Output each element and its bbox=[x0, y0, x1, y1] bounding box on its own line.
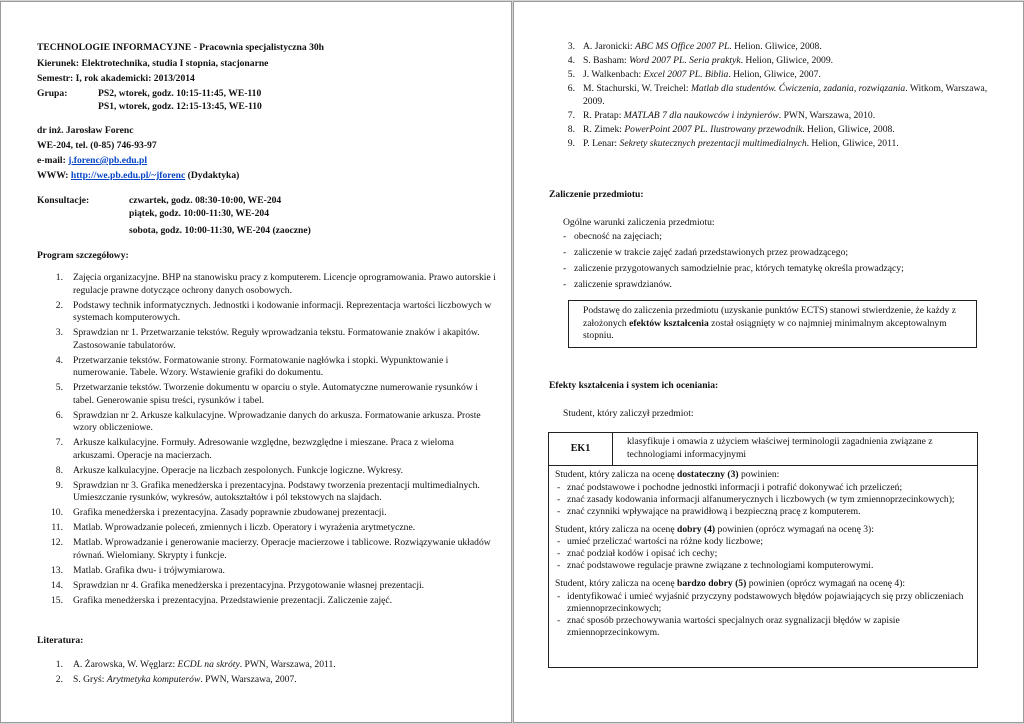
group-2: PS1, wtorek, godz. 12:15-13:45, WE-110 bbox=[98, 101, 262, 112]
passing-title: Zaliczenie przedmiotu: bbox=[549, 189, 644, 200]
list-item: 1. A. Żarowska, W. Węglarz: ECDL na skróty. PWN, Warszawa, 2011. bbox=[55, 659, 336, 670]
list-item: 4. S. Basham: Word 2007 PL. Seria praktyk. Helion, Gliwice, 2009. bbox=[567, 55, 834, 66]
list-item: 7. Arkusze kalkulacyjne. Formuły. Adresowanie względne, bezwzględne i mieszane. Praca z wieloma arkuszami. Operacje na macierzach. bbox=[55, 437, 454, 461]
consultation-slot: czwartek, godz. 08:30-10:00, WE-204 bbox=[129, 195, 282, 206]
list-item: 2. S. Gryś: Arytmetyka komputerów. PWN, Warszawa, 2007. bbox=[55, 674, 297, 685]
email-link[interactable]: j.forenc@pb.edu.pl bbox=[68, 155, 148, 166]
list-item: - znać podstawowe i pochodne jednostki informacji i potrafić dokonywać ich przeliczeń; bbox=[555, 482, 971, 494]
list-item: 15. Grafika menedżerska i prezentacyjna. Przedstawienie prezentacji. Zaliczenie zajęć. bbox=[51, 594, 393, 606]
consultations-label: Konsultacje: bbox=[37, 195, 90, 206]
list-item: 8. R. Zimek: PowerPoint 2007 PL. Ilustrowany przewodnik. Helion, Gliwice, 2008. bbox=[567, 123, 895, 135]
list-item: 8. Arkusze kalkulacyjne. Operacje na liczbach zespolonych. Funkcje logiczne. Wykresy. bbox=[55, 464, 404, 476]
list-item: 5. J. Walkenbach: Excel 2007 PL. Biblia. Helion, Gliwice, 2007. bbox=[567, 69, 821, 80]
list-item: - identyfikować i umieć wyjaśnić przyczyny podstawowych błędów pojawiających się przy obliczeniach zmiennoprzecinkowych; bbox=[555, 591, 971, 615]
list-item: - znać podstawowe regulacje prawne związane z technologiami komputerowymi. bbox=[555, 560, 971, 572]
program-title: Program szczegółowy: bbox=[37, 250, 129, 261]
grade-heading: Student, który zalicza na ocenę bardzo dobry (5) powinien (oprócz wymagań na ocenę 4): bbox=[555, 578, 906, 589]
course-title: TECHNOLOGIE INFORMACYJNE - Pracownia specjalistyczna 30h bbox=[37, 42, 325, 53]
outcomes-intro: Student, który zaliczył przedmiot: bbox=[563, 408, 694, 419]
list-item: 6. Sprawdzian nr 2. Arkusze kalkulacyjne. Wprowadzanie danych do arkusza. Formatowanie arkusza. Proste wzory obliczeniowe. bbox=[55, 409, 481, 433]
grade-list bbox=[555, 536, 971, 572]
list-item: 6. M. Stachurski, W. Treichel: Matlab dla studentów. Ćwiczenia, zadania, rozwiązania. Witkom, Warszawa, 2009. bbox=[567, 83, 988, 107]
lecturer-room: WE-204, tel. (0-85) 746-93-97 bbox=[37, 140, 157, 151]
list-item: - znać sposób przechowywania wartości specjalnych oraz sygnalizacji błędów w zapisie zmiennoprzecinkowym. bbox=[555, 615, 971, 639]
passing-box: Podstawę do zaliczenia przedmiotu (uzyskanie punktów ECTS) stanowi stwierdzenie, że każdy z założonych efektów kształcenia został osiągnięty w co najmniej minimalnym akceptowalnym stopniu. bbox=[568, 300, 977, 348]
consultation-slot: piątek, godz. 10:00-11:30, WE-204 bbox=[129, 208, 269, 219]
email-label: e-mail: bbox=[37, 155, 66, 166]
email-row bbox=[37, 154, 147, 167]
ek-code: EK1 bbox=[549, 433, 613, 465]
left-page bbox=[0, 1, 512, 723]
www-link[interactable]: http://we.pb.edu.pl/~jforenc bbox=[70, 170, 186, 181]
passing-intro: Ogólne warunki zaliczenia przedmiotu: bbox=[563, 217, 715, 228]
list-item: 10. Grafika menedżerska i prezentacyjna. Zasady poprawnie zbudowanej prezentacji. bbox=[51, 507, 387, 518]
list-item: - znać czynniki wpływające na prawidłową i bezpieczną pracę z komputerem. bbox=[555, 506, 971, 518]
www-row bbox=[37, 169, 239, 182]
grade-list bbox=[555, 591, 971, 639]
right-page bbox=[513, 1, 1024, 723]
list-item: - zaliczenie sprawdzianów. bbox=[560, 278, 980, 291]
list-item: 7. R. Pratap: MATLAB 7 dla naukowców i inżynierów. PWN, Warszawa, 2010. bbox=[567, 109, 876, 121]
grades-box bbox=[548, 465, 978, 668]
list-item: 3. A. Jaronicki: ABC MS Office 2007 PL. Helion. Gliwice, 2008. bbox=[567, 41, 822, 52]
list-item: 13. Matlab. Grafika dwu- i trójwymiarowa. bbox=[51, 564, 225, 576]
list-item: 4. Przetwarzanie tekstów. Formatowanie strony. Formatowanie nagłówka i stopki. Wypunktowanie i numerowanie. Tabele. Wzory. Wstawienie grafiki do dokumentu. bbox=[55, 354, 449, 378]
list-item: - zaliczenie przygotowanych samodzielnie prac, których tematykę określa prowadzący; bbox=[560, 262, 980, 275]
list-item: 9. P. Lenar: Sekrety skutecznych prezentacji multimedialnych. Helion, Gliwice, 2011. bbox=[567, 137, 899, 149]
www-note: (Dydaktyka) bbox=[187, 170, 240, 181]
list-item: - zaliczenie w trakcie zajęć zadań przedstawionych przez prowadzącego; bbox=[560, 246, 980, 259]
list-item: 5. Przetwarzanie tekstów. Tworzenie dokumentu w oparciu o style. Automatyczne numerowanie rysunków i tabel. Generowanie spisu treści, rysunków i tabel. bbox=[55, 382, 478, 406]
list-item: 11. Matlab. Wprowadzanie poleceń, zmiennych i liczb. Operatory i wyrażenia arytmetyczne. bbox=[51, 522, 416, 533]
list-item: 9. Sprawdzian nr 3. Grafika menedżerska i prezentacyjna. Podstawy tworzenia prezentacji multimedialnych. Umieszczanie rysunków, wykresów, autokształtów i pól tekstowych na slajdach. bbox=[55, 479, 480, 503]
list-item: 2. Podstawy technik informatycznych. Jednostki i kodowanie informacji. Reprezentacja wartości liczbowych w systemach komputerowych. bbox=[55, 299, 492, 323]
semester-line: Semestr: I, rok akademicki: 2013/2014 bbox=[37, 73, 195, 84]
program-line: Kierunek: Elektrotechnika, studia I stopnia, stacjonarne bbox=[37, 58, 269, 69]
literature-list-left bbox=[37, 659, 497, 689]
outcomes-title: Efekty kształcenia i system ich oceniania: bbox=[549, 380, 719, 391]
grade-heading: Student, który zalicza na ocenę dostateczny (3) powinien: bbox=[555, 469, 780, 480]
list-item: 3. Sprawdzian nr 1. Przetwarzanie tekstów. Reguły wprowadzania tekstu. Formatowanie znaków i akapitów. Zastosowanie tabulatorów. bbox=[55, 327, 480, 351]
list-item: 12. Matlab. Wprowadzanie i generowanie macierzy. Operacje macierzowe i tablicowe. Rozwiązywanie układów równań. Wielomiany. Skrypty i funkcje. bbox=[51, 537, 491, 561]
program-list bbox=[37, 272, 497, 610]
group-1: PS2, wtorek, godz. 10:15-11:45, WE-110 bbox=[98, 88, 262, 99]
list-item: 1. Zajęcia organizacyjne. BHP na stanowisku pracy z komputerem. Licencje oprogramowania. Prawo autorskie i regulacje prawne dotyczące ochrony danych osobowych. bbox=[55, 272, 496, 296]
list-item: 14. Sprawdzian nr 4. Grafika menedżerska i prezentacyjna. Przygotowanie własnej prezentacji. bbox=[51, 579, 425, 591]
www-label: WWW: bbox=[37, 170, 69, 181]
consultation-slot: sobota, godz. 10:00-11:30, WE-204 (zaoczne) bbox=[129, 225, 311, 236]
literature-list-right bbox=[561, 41, 1001, 152]
list-item: - umieć przeliczać wartości na różne kody liczbowe; bbox=[555, 536, 971, 548]
list-item: - znać podział kodów i opisać ich cechy; bbox=[555, 548, 971, 560]
group-label: Grupa: bbox=[37, 88, 68, 99]
list-item: - obecność na zajęciach; bbox=[560, 230, 980, 243]
literature-title: Literatura: bbox=[37, 635, 84, 646]
ek-row bbox=[548, 432, 978, 466]
grade-list bbox=[555, 482, 971, 518]
passing-conditions bbox=[560, 230, 980, 294]
ek-text: klasyfikuje i omawia z użyciem właściwej terminologii zagadnienia związane z technologiami informacyjnymi bbox=[627, 436, 933, 460]
list-item: - znać zasady kodowania informacji alfanumerycznych i liczbowych (w tym zmiennoprzecinkowych); bbox=[555, 494, 971, 506]
lecturer-name: dr inż. Jarosław Forenc bbox=[37, 125, 134, 136]
grade-heading: Student, który zalicza na ocenę dobry (4) powinien (oprócz wymagań na ocenę 3): bbox=[555, 523, 874, 535]
